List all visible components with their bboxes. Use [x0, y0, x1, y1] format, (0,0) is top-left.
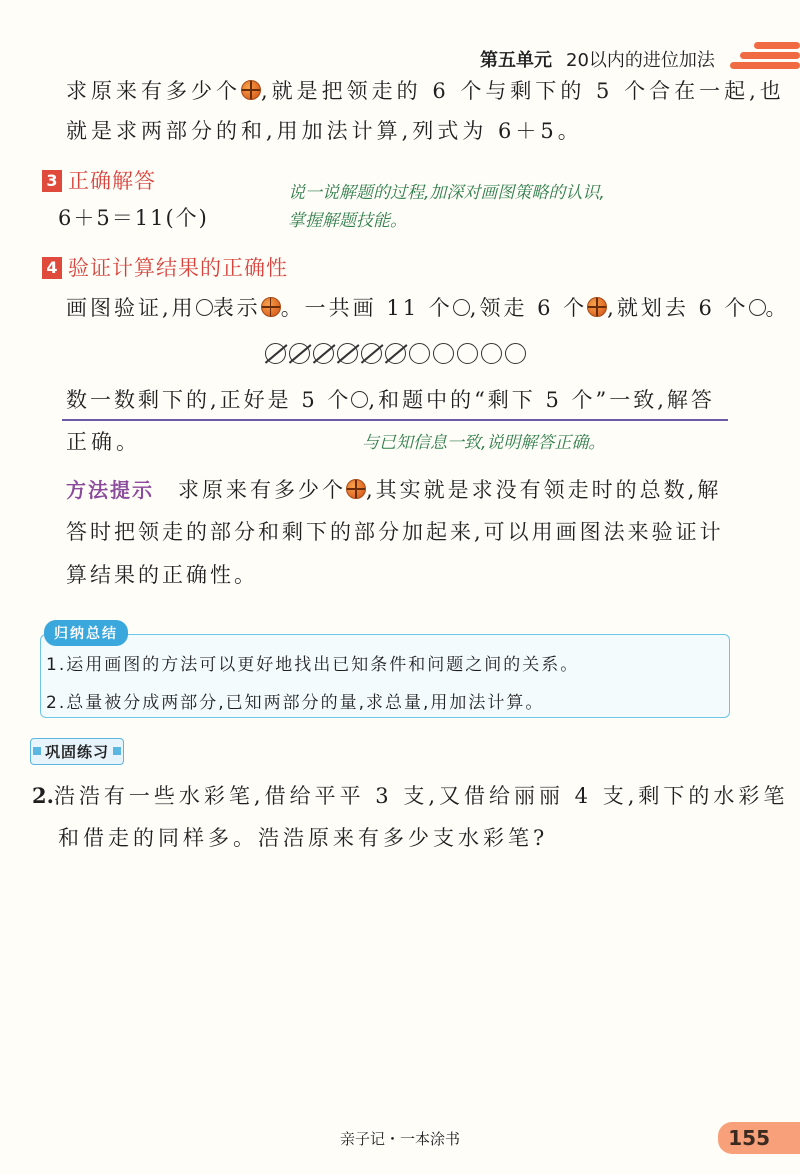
- s4-text-e: ,就划去 6 个: [607, 296, 749, 320]
- crossed-circle-icon: [337, 343, 358, 364]
- para1-text-b: ,就是把领走的 6 个与剩下的 5 个合在一起,也: [261, 79, 785, 103]
- practice-tag: 巩固练习: [30, 738, 124, 765]
- circle-icon: [749, 299, 766, 316]
- section4-number: 4: [42, 257, 62, 279]
- method-text-b: ,其实就是求没有领走时的总数,解: [366, 478, 722, 502]
- section4-heading: [42, 252, 288, 282]
- practice-number: 2.: [32, 783, 54, 808]
- s4-text-d: ,领走 6 个: [469, 296, 588, 320]
- circle-icon: [481, 343, 502, 364]
- method-line3: 算结果的正确性。: [66, 563, 258, 587]
- crossed-circle-icon: [313, 343, 334, 364]
- section3-title: 正确解答: [68, 169, 156, 193]
- handwritten-note-1b: 掌握解题技能。: [288, 211, 407, 231]
- crossed-circle-icon: [385, 343, 406, 364]
- count-text-a: 数一数剩下的,正好是 5 个: [66, 388, 352, 412]
- method-label: 方法提示: [66, 478, 154, 502]
- method-line2: 答时把领走的部分和剩下的部分加起来,可以用画图法来验证计: [66, 520, 724, 544]
- crossed-circle-icon: [265, 343, 286, 364]
- handwritten-note-1: 说一说解题的过程,加深对画图策略的认识,: [288, 183, 605, 203]
- count-text-b: ,和题中的“剩下 5 个”一致,解答: [368, 388, 715, 412]
- circle-icon: [409, 343, 430, 364]
- circle-icon: [457, 343, 478, 364]
- page-number: 155: [728, 1126, 770, 1150]
- para1-line1: [66, 80, 785, 102]
- basketball-icon: [346, 479, 366, 499]
- circle-icon: [433, 343, 454, 364]
- s4-text-c: 。一共画 11 个: [280, 296, 453, 320]
- basketball-icon: [261, 297, 281, 317]
- footer-brand: 亲子记・一本涂书: [340, 1130, 461, 1148]
- topic-title: 20以内的进位加法: [566, 50, 715, 71]
- section3-heading: [42, 165, 156, 195]
- circle-icon: [505, 343, 526, 364]
- s4-text-f: 。: [765, 296, 790, 320]
- section3-equation: 6＋5＝11(个): [58, 206, 209, 230]
- practice-line2: 和借走的同样多。浩浩原来有多少支水彩笔?: [58, 826, 549, 850]
- circle-icon: [196, 299, 213, 316]
- summary-item-2: 2.总量被分成两部分,已知两部分的量,求总量,用加法计算。: [46, 693, 545, 713]
- section3-number: 3: [42, 170, 62, 192]
- crossed-circle-icon: [289, 343, 310, 364]
- basketball-icon: [587, 297, 607, 317]
- handwritten-note-2: 与已知信息一致,说明解答正确。: [362, 433, 606, 453]
- s4-text-b: 表示: [212, 296, 261, 320]
- summary-tag: 归纳总结: [44, 620, 128, 646]
- para1-text-a: 求原来有多少个: [66, 79, 241, 103]
- circle-diagram: [265, 343, 526, 364]
- circle-icon: [351, 391, 368, 408]
- circle-icon: [453, 299, 470, 316]
- section4-title: 验证计算结果的正确性: [68, 256, 288, 280]
- summary-item-1: 1.运用画图的方法可以更好地找出已知条件和问题之间的关系。: [46, 655, 580, 675]
- method-line1: [66, 479, 721, 501]
- s4-text-a: 画图验证,用: [66, 296, 196, 320]
- crossed-circle-icon: [361, 343, 382, 364]
- practice-line1: [32, 785, 788, 807]
- method-text-a: 求原来有多少个: [178, 478, 346, 502]
- practice-text-1: 浩浩有一些水彩笔,借给平平 3 支,又借给丽丽 4 支,剩下的水彩笔: [53, 784, 789, 808]
- header-decoration: [730, 42, 800, 72]
- count-line1: [66, 390, 715, 411]
- count-line2: 正确。: [66, 430, 141, 454]
- section4-line: [66, 297, 790, 319]
- para1-line2: 就是求两部分的和,用加法计算,列式为 6＋5。: [66, 119, 583, 143]
- unit-title: 第五单元: [480, 50, 552, 71]
- basketball-icon: [241, 80, 261, 100]
- underline: [62, 419, 728, 421]
